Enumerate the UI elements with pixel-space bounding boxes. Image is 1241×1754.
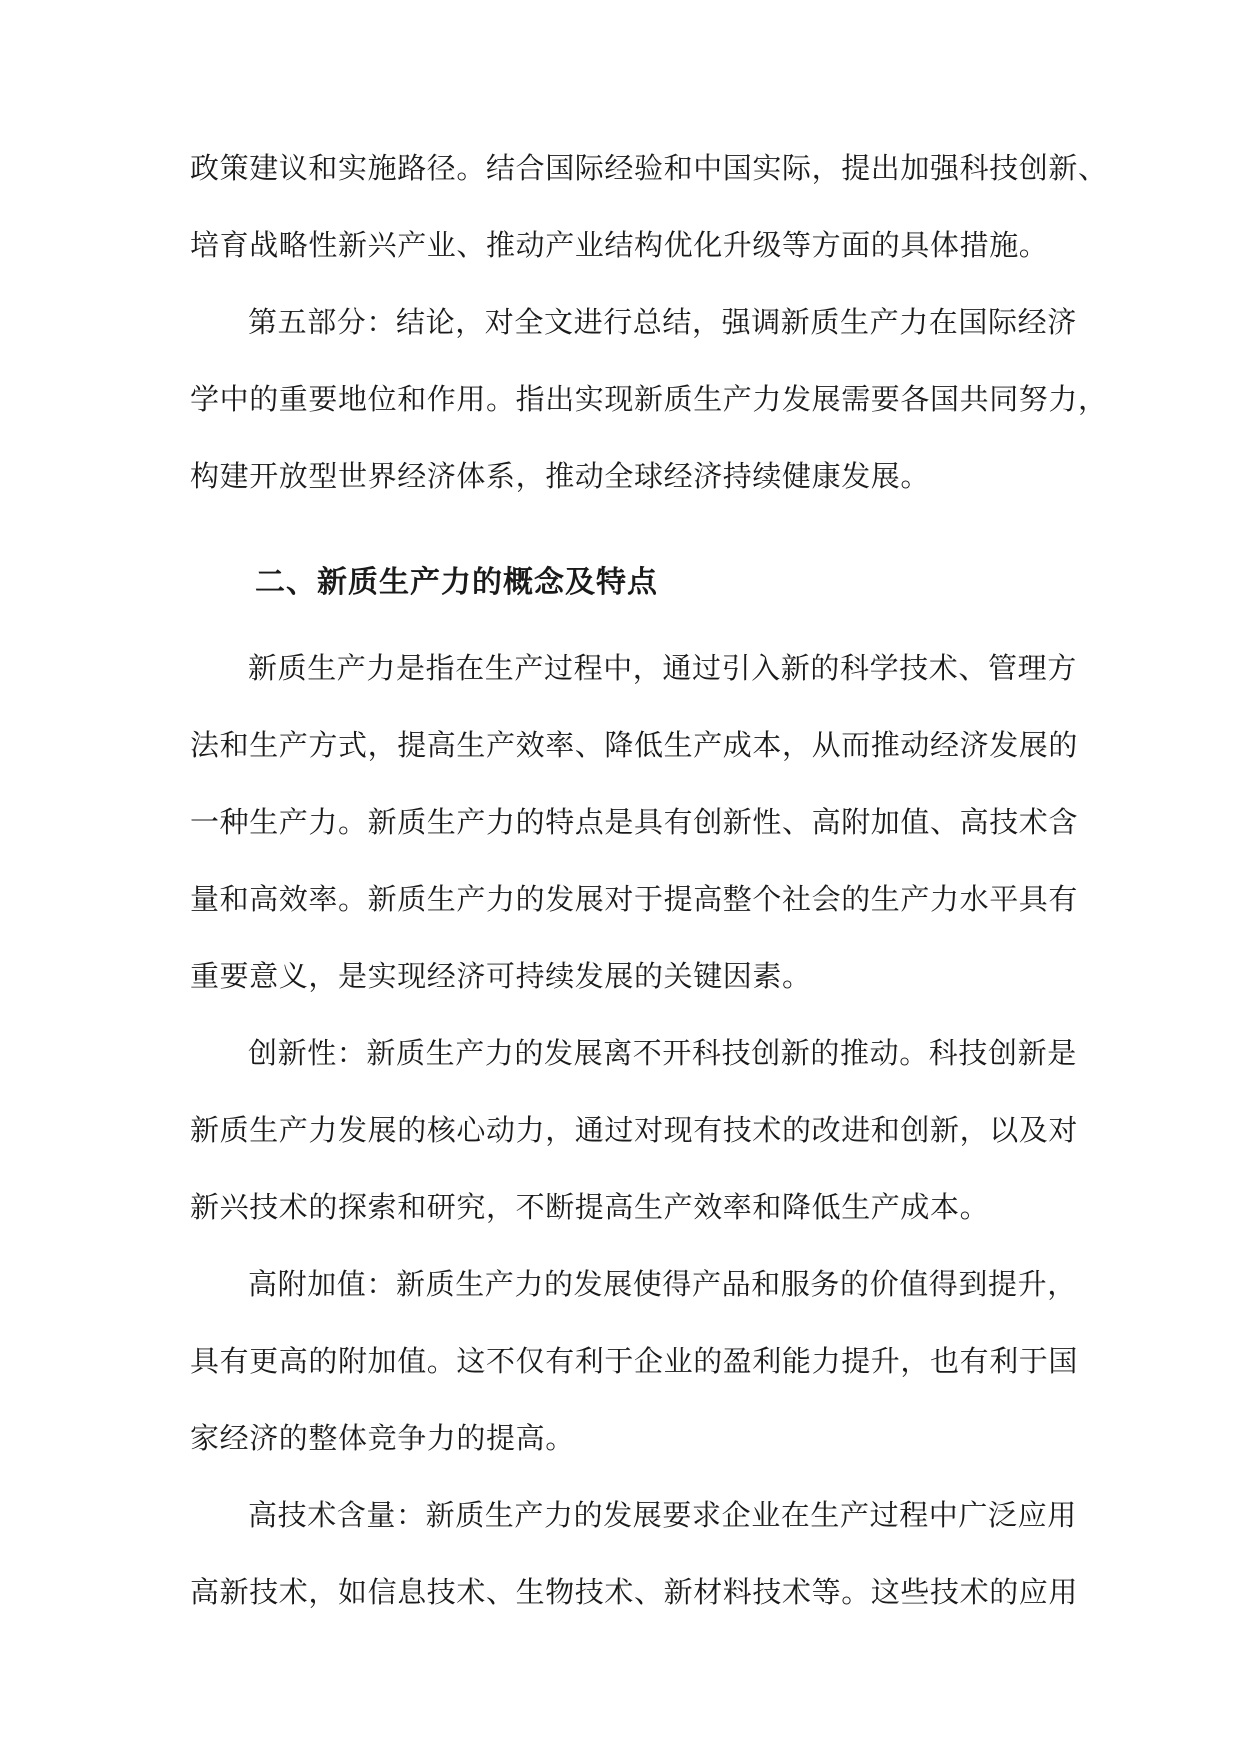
paragraph-line: 新质生产力是指在生产过程中，通过引入新的科学技术、管理方 xyxy=(248,651,1077,685)
paragraph-line: 构建开放型世界经济体系，推动全球经济持续健康发展。 xyxy=(190,459,931,493)
paragraph-line: 学中的重要地位和作用。指出实现新质生产力发展需要各国共同努力， xyxy=(190,382,1108,416)
paragraph-line: 高新技术，如信息技术、生物技术、新材料技术等。这些技术的应用 xyxy=(190,1575,1079,1609)
section-heading: 二、新质生产力的概念及特点 xyxy=(255,565,658,600)
paragraph-line: 法和生产方式，提高生产效率、降低生产成本，从而推动经济发展的 xyxy=(190,728,1079,762)
paragraph-line: 家经济的整体竞争力的提高。 xyxy=(190,1421,575,1455)
paragraph-line: 新兴技术的探索和研究，不断提高生产效率和降低生产成本。 xyxy=(190,1190,990,1224)
paragraph-line: 一种生产力。新质生产力的特点是具有创新性、高附加值、高技术含 xyxy=(190,805,1079,839)
paragraph-line: 高附加值：新质生产力的发展使得产品和服务的价值得到提升， xyxy=(248,1267,1077,1301)
paragraph-line: 量和高效率。新质生产力的发展对于提高整个社会的生产力水平具有 xyxy=(190,882,1079,916)
paragraph-line: 新质生产力发展的核心动力，通过对现有技术的改进和创新，以及对 xyxy=(190,1113,1079,1147)
paragraph-line: 高技术含量：新质生产力的发展要求企业在生产过程中广泛应用 xyxy=(248,1498,1077,1532)
paragraph-line: 创新性：新质生产力的发展离不开科技创新的推动。科技创新是 xyxy=(248,1036,1077,1070)
paragraph-line: 重要意义，是实现经济可持续发展的关键因素。 xyxy=(190,959,812,993)
paragraph-line: 培育战略性新兴产业、推动产业结构优化升级等方面的具体措施。 xyxy=(190,228,1049,262)
paragraph-line: 政策建议和实施路径。结合国际经验和中国实际，提出加强科技创新、 xyxy=(190,151,1108,185)
paragraph-line: 第五部分：结论，对全文进行总结，强调新质生产力在国际经济 xyxy=(248,305,1077,339)
paragraph-line: 具有更高的附加值。这不仅有利于企业的盈利能力提升，也有利于国 xyxy=(190,1344,1079,1378)
